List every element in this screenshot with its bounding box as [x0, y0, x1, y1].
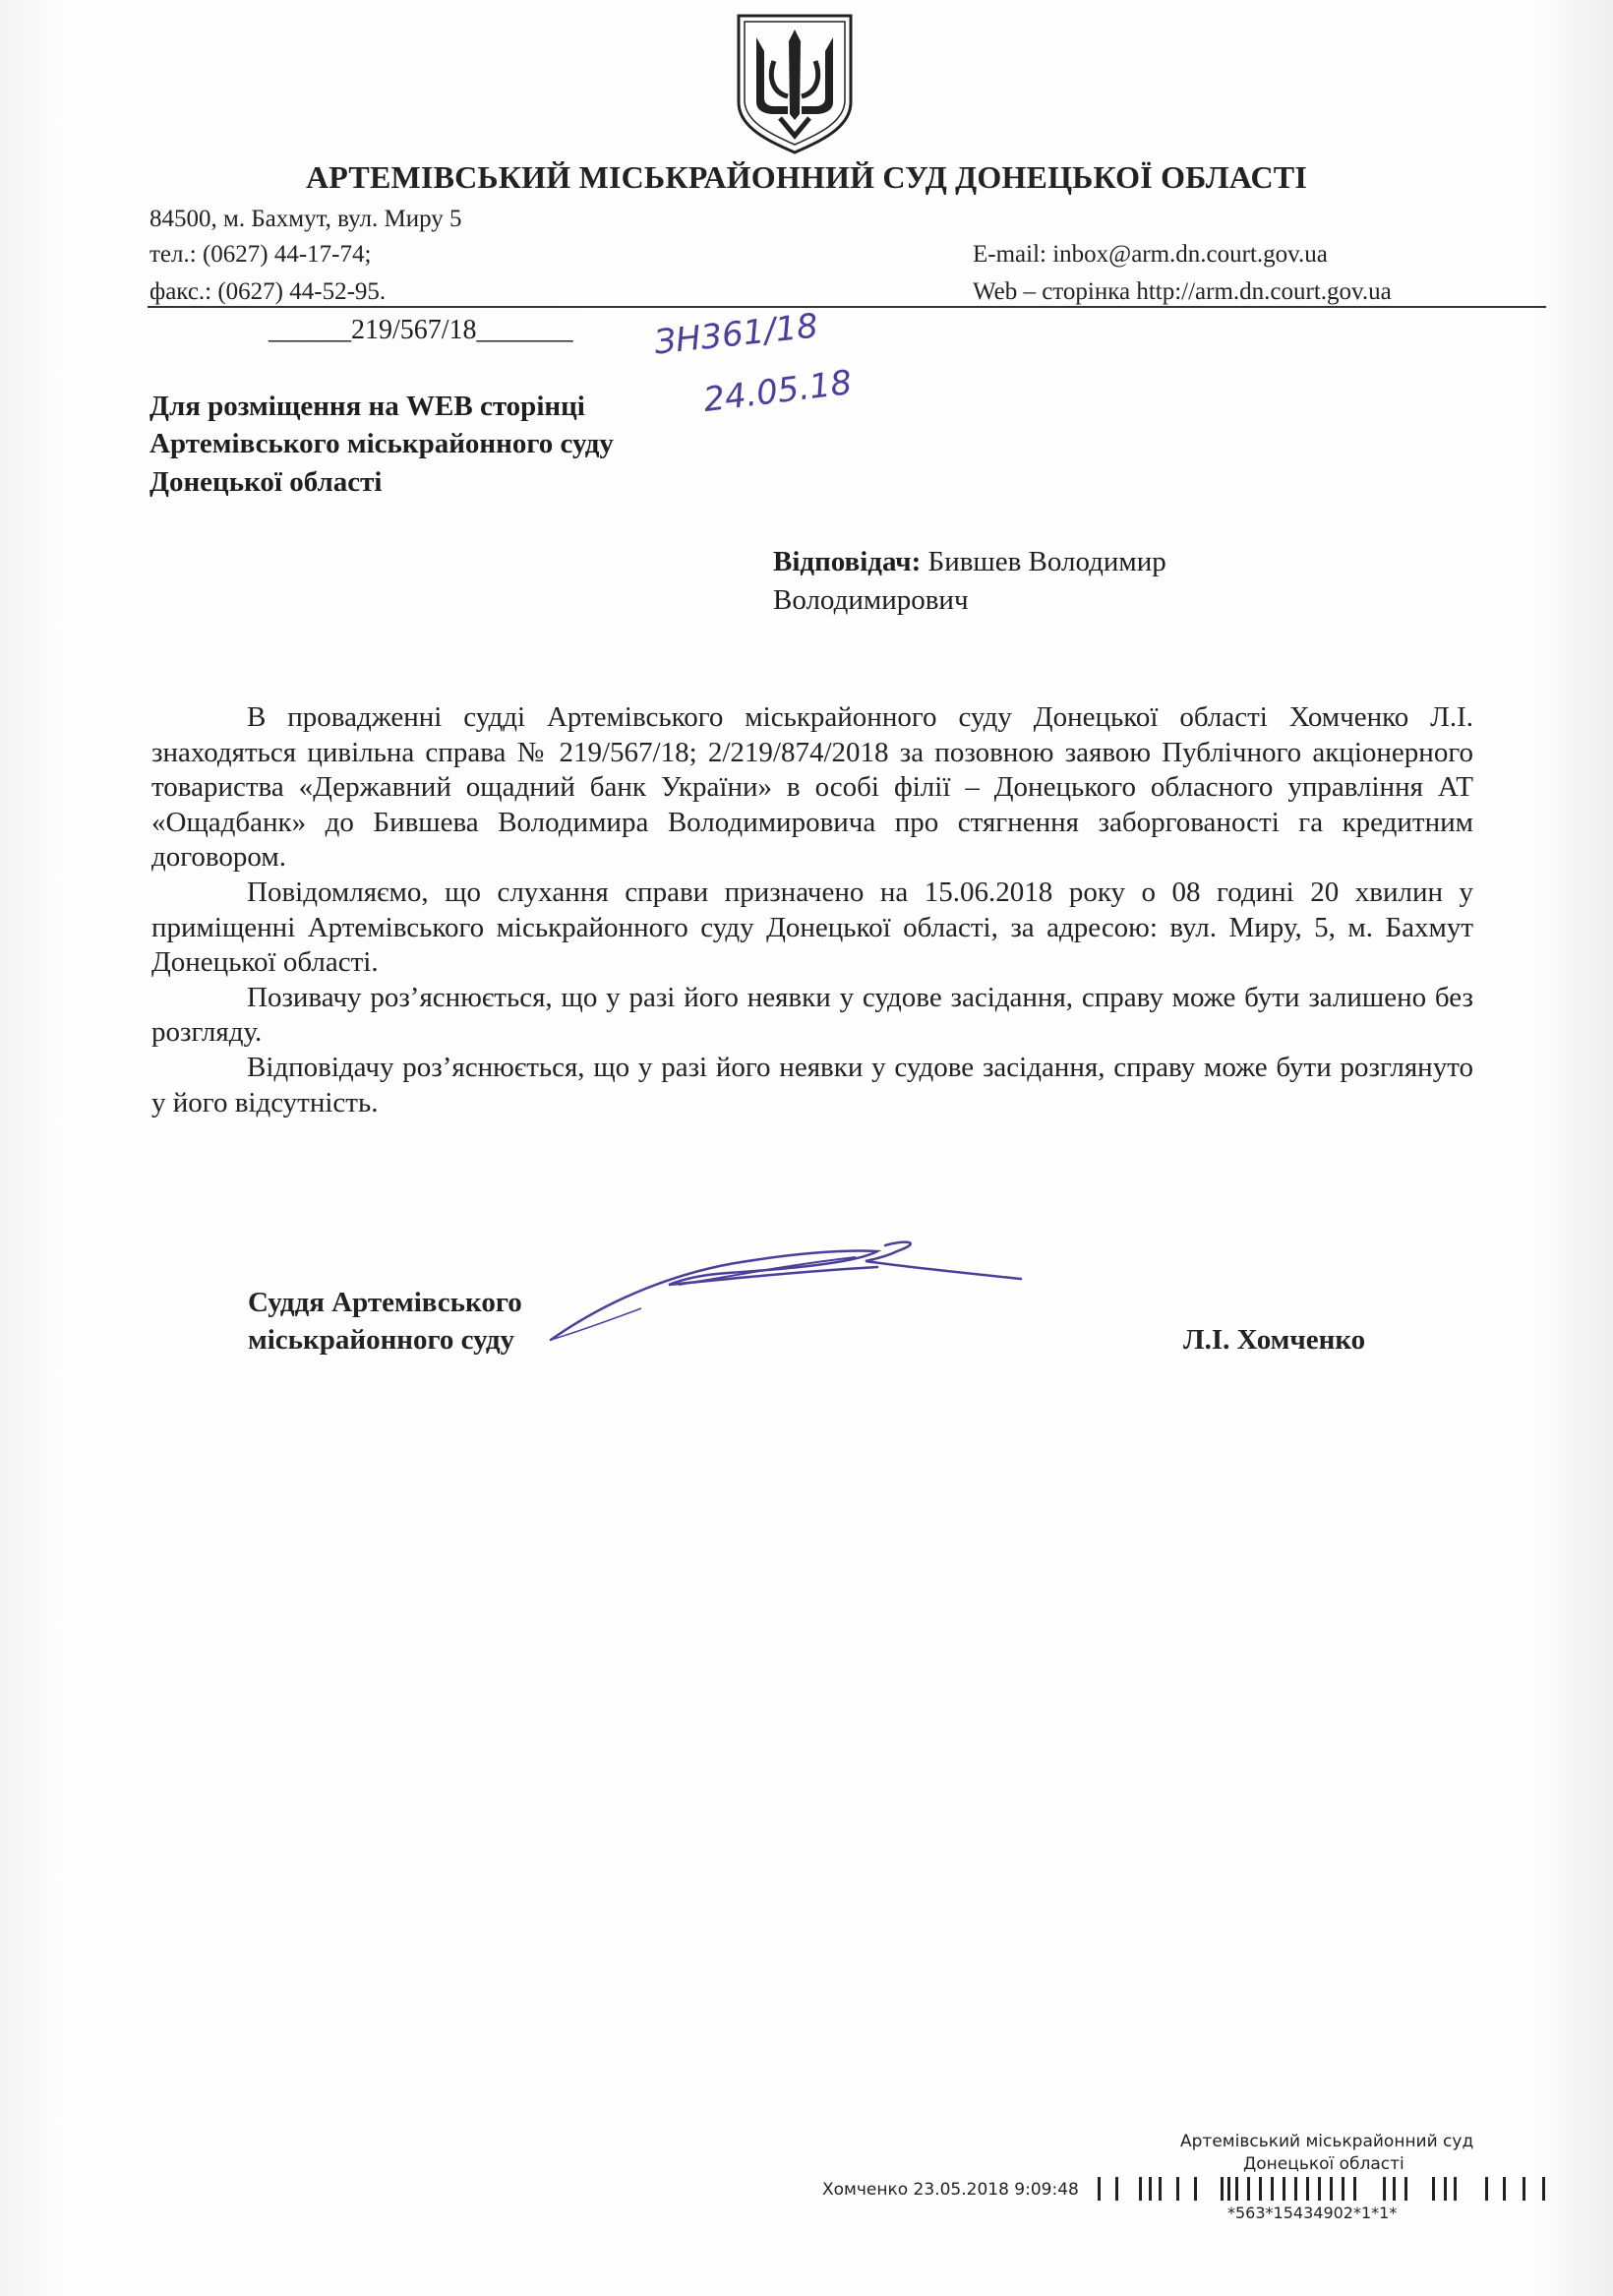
respondent-line-1 [773, 546, 1166, 578]
court-email: E-mail: inbox@arm.dn.court.gov.ua [973, 241, 1328, 268]
court-address: 84500, м. Бахмут, вул. Миру 5 [149, 206, 462, 232]
court-website: Web – сторінка http://arm.dn.court.gov.ua [973, 278, 1392, 305]
respondent-label: Відповідач: [773, 546, 922, 577]
court-name-heading: АРТЕМІВСЬКИЙ МІСЬКРАЙОННИЙ СУД ДОНЕЦЬКОЇ ОБЛАСТІ [305, 159, 1308, 195]
court-phone: тел.: (0627) 44-17-74; [149, 241, 372, 268]
respondent-line-2: Володимирович [773, 584, 969, 616]
stamp-court-line-2: Донецької області [1243, 2154, 1404, 2174]
notice-paragraph-hearing: Повідомляємо, що слухання справи призначено на 15.06.2018 року о 08 годині 20 хвилин у приміщенні Артемівського міськрайонного суду Донецької області, за адресою: вул. Миру, 5, м. Бахмут Донецької області. [151, 876, 1473, 979]
signature-block [248, 1284, 522, 1359]
court-fax: факс.: (0627) 44-52-95. [149, 278, 387, 305]
handwritten-registration-date: 24.05.18 [701, 362, 855, 421]
stamp-registration-info: Хомченко 23.05.2018 9:09:48 [822, 2180, 1079, 2200]
barcode-icon [1098, 2177, 1560, 2201]
notice-paragraph-plaintiff: Позивачу роз’яснюється, що у разі його неявки у судове засідання, справу може бути залишено без розгляду. [151, 981, 1473, 1049]
outgoing-reference-number: ______219/567/18_______ [269, 315, 573, 345]
barcode-number: *563*15434902*1*1* [1227, 2204, 1398, 2222]
notice-paragraph-respondent: Відповідачу роз’яснюється, що у разі його неявки у судове засідання, справу може бути розглянуто у його відсутність. [151, 1051, 1473, 1118]
handwritten-registration-number: ЗН361/18 [652, 306, 820, 363]
header-divider [148, 306, 1546, 308]
judge-title-line-2: міськрайонного суду [248, 1324, 515, 1356]
judge-name: Л.І. Хомченко [1183, 1324, 1366, 1356]
stamp-court-line-1: Артемівський міськрайонний суд [1180, 2132, 1474, 2151]
notice-paragraph-case: В провадженні судді Артемівського міськрайонного суду Донецької області Хомченко Л.І. знаходяться цивільна справа № 219/567/18; 2/219/874/2018 за позовною заявою Публічного акціонерного товариства «Державний ощадний банк України» в особі філії – Донецького обласного управління АТ «Ощадбанк» до Бившева Володимира Володимировича про стягнення заборгованості га кредитним договором. [151, 701, 1473, 874]
handwritten-signature [531, 1230, 1043, 1358]
addressee-line-2: Артемівського міськрайонного суду [149, 428, 614, 459]
notice-body [151, 700, 1473, 1120]
coat-of-arms-trident-icon [735, 12, 855, 155]
judge-title-line-1: Суддя Артемівського [248, 1287, 522, 1318]
addressee-line-3: Донецької області [149, 466, 383, 498]
respondent-name: Бившев Володимир [927, 546, 1166, 577]
addressee-line-1: Для розміщення на WEB сторінці [149, 391, 585, 422]
